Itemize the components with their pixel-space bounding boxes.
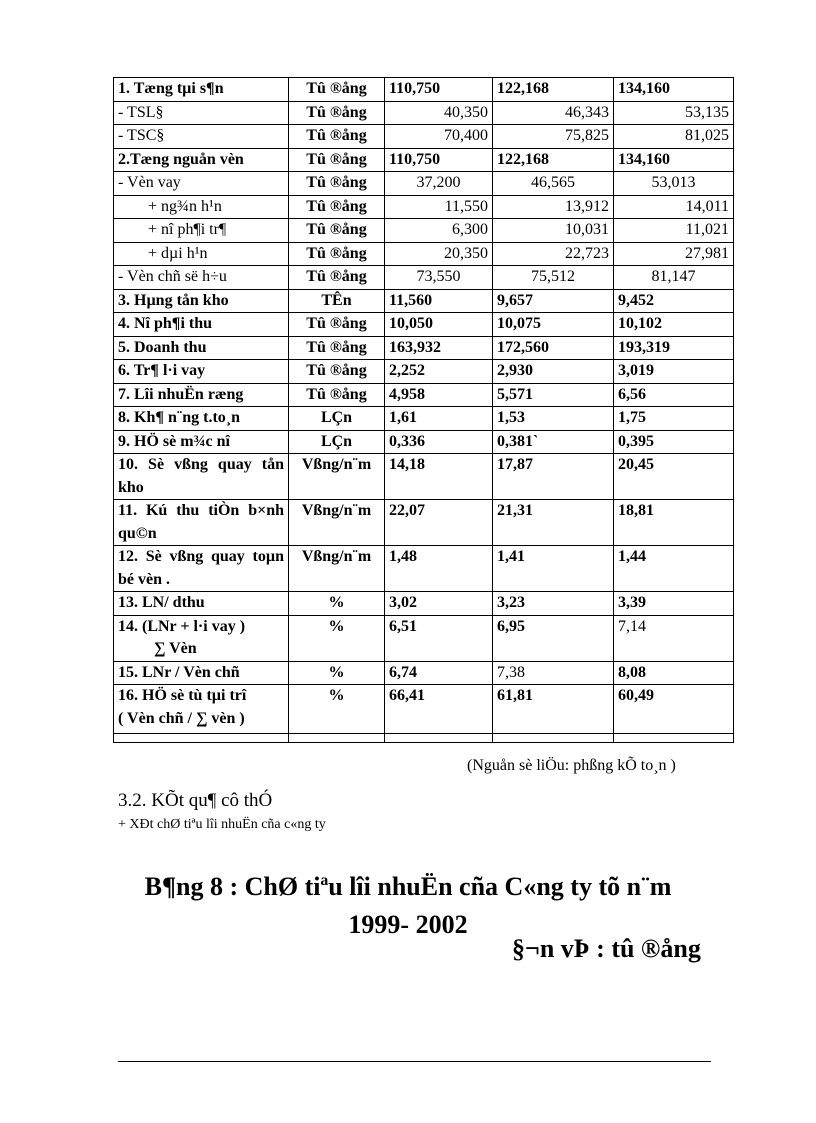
value-2001: 1,75 — [614, 407, 734, 431]
value-1999: 40,350 — [385, 101, 493, 125]
value-2001: 81,147 — [614, 266, 734, 290]
table-title-line2: 1999- 2002 — [348, 910, 468, 939]
row-unit: Vßng/n¨m — [289, 546, 385, 592]
value-2000: 75,512 — [493, 266, 614, 290]
value-2001: 14,011 — [614, 195, 734, 219]
value-1999: 11,550 — [385, 195, 493, 219]
row-unit: LÇn — [289, 430, 385, 454]
row-unit: Tû ®ång — [289, 383, 385, 407]
row-unit: Vßng/n¨m — [289, 500, 385, 546]
row-unit: Tû ®ång — [289, 148, 385, 172]
value-2000: 1,53 — [493, 407, 614, 431]
value-2001: 9,452 — [614, 289, 734, 313]
value-1999: 11,560 — [385, 289, 493, 313]
value-2001: 7,14 — [614, 615, 734, 661]
row-label: 2.Tæng nguån vèn — [114, 148, 289, 172]
value-1999: 73,550 — [385, 266, 493, 290]
financial-indicators-table — [113, 77, 734, 743]
value-1999: 110,750 — [385, 78, 493, 102]
value-2001: 1,44 — [614, 546, 734, 592]
value-2000: 10,075 — [493, 313, 614, 337]
table-row — [114, 78, 734, 102]
row-unit: % — [289, 685, 385, 734]
empty-cell — [114, 734, 289, 743]
value-1999: 1,61 — [385, 407, 493, 431]
value-1999: 6,300 — [385, 219, 493, 243]
value-2000: 21,31 — [493, 500, 614, 546]
value-2000: 122,168 — [493, 148, 614, 172]
row-label: - TSL§ — [114, 101, 289, 125]
value-2000: 0,381` — [493, 430, 614, 454]
table-row — [114, 336, 734, 360]
row-label-line2: ( Vèn chñ / ∑ vèn ) — [118, 709, 245, 727]
row-label: - TSC§ — [114, 125, 289, 149]
row-label: 10. Sè vßng quay tån kho — [114, 454, 289, 500]
row-label: + ng¾n h¹n — [114, 195, 289, 219]
row-label-line2: ∑ Vèn — [154, 640, 197, 657]
value-2001: 8,08 — [614, 661, 734, 685]
empty-cell — [289, 734, 385, 743]
row-label: 12. Sè vßng quay toµn bé vèn . — [114, 546, 289, 592]
table-row — [114, 615, 734, 661]
row-label: 13. LN/ dthu — [114, 592, 289, 616]
row-unit: % — [289, 661, 385, 685]
row-unit: Tû ®ång — [289, 101, 385, 125]
empty-cell — [493, 734, 614, 743]
row-label: 8. Kh¶ n¨ng t.to¸n — [114, 407, 289, 431]
table-row — [114, 101, 734, 125]
value-2000: 75,825 — [493, 125, 614, 149]
row-label-line1: 16. HÖ sè tù tµi trî — [118, 687, 247, 704]
table-row — [114, 454, 734, 500]
row-label — [114, 615, 289, 661]
value-2001: 10,102 — [614, 313, 734, 337]
row-unit: Tû ®ång — [289, 78, 385, 102]
row-unit: % — [289, 615, 385, 661]
value-2001: 53,135 — [614, 101, 734, 125]
value-1999: 6,74 — [385, 661, 493, 685]
row-label: 9. HÖ sè m¾c nî — [114, 430, 289, 454]
footnote-divider — [118, 1061, 711, 1062]
table-row — [114, 360, 734, 384]
table-row — [114, 125, 734, 149]
row-unit: Vßng/n¨m — [289, 454, 385, 500]
table-row — [114, 383, 734, 407]
value-2000: 46,343 — [493, 101, 614, 125]
value-1999: 20,350 — [385, 242, 493, 266]
row-unit: Tû ®ång — [289, 195, 385, 219]
value-2000: 13,912 — [493, 195, 614, 219]
row-unit: Tû ®ång — [289, 242, 385, 266]
value-1999: 1,48 — [385, 546, 493, 592]
table-row — [114, 500, 734, 546]
row-unit: Tû ®ång — [289, 219, 385, 243]
row-label: 5. Doanh thu — [114, 336, 289, 360]
value-1999: 0,336 — [385, 430, 493, 454]
table-row — [114, 407, 734, 431]
value-1999: 4,958 — [385, 383, 493, 407]
row-label: 15. LNr / Vèn chñ — [114, 661, 289, 685]
value-2000: 6,95 — [493, 615, 614, 661]
row-label: - Vèn vay — [114, 172, 289, 196]
value-2000: 7,38 — [493, 661, 614, 685]
row-label: + dµi h¹n — [114, 242, 289, 266]
value-1999: 22,07 — [385, 500, 493, 546]
source-note: (Nguån sè liÖu: phßng kÕ to¸n ) — [467, 757, 676, 774]
value-2001: 20,45 — [614, 454, 734, 500]
value-2000: 122,168 — [493, 78, 614, 102]
row-unit: Tû ®ång — [289, 360, 385, 384]
value-2000: 2,930 — [493, 360, 614, 384]
value-1999: 14,18 — [385, 454, 493, 500]
value-2000: 1,41 — [493, 546, 614, 592]
table-row — [114, 266, 734, 290]
row-label: + nî ph¶i tr¶ — [114, 219, 289, 243]
value-2001: 3,019 — [614, 360, 734, 384]
table-row — [114, 546, 734, 592]
row-label: 3. Hµng tån kho — [114, 289, 289, 313]
value-1999: 2,252 — [385, 360, 493, 384]
value-1999: 3,02 — [385, 592, 493, 616]
value-2000: 3,23 — [493, 592, 614, 616]
table-row — [114, 219, 734, 243]
table-row — [114, 313, 734, 337]
row-unit: Tû ®ång — [289, 266, 385, 290]
value-2001: 0,395 — [614, 430, 734, 454]
value-2001: 18,81 — [614, 500, 734, 546]
value-2001: 3,39 — [614, 592, 734, 616]
row-unit: Tû ®ång — [289, 172, 385, 196]
unit-note: §¬n vÞ : tû ®ång — [512, 934, 701, 963]
value-2001: 81,025 — [614, 125, 734, 149]
row-unit: Tû ®ång — [289, 336, 385, 360]
value-2001: 53,013 — [614, 172, 734, 196]
value-1999: 163,932 — [385, 336, 493, 360]
table-row — [114, 661, 734, 685]
section-title: 3.2. KÕt qu¶ cô thÓ — [118, 790, 273, 811]
value-1999: 10,050 — [385, 313, 493, 337]
row-unit: Tû ®ång — [289, 313, 385, 337]
value-2000: 172,560 — [493, 336, 614, 360]
value-1999: 37,200 — [385, 172, 493, 196]
table-row — [114, 289, 734, 313]
table-title — [0, 868, 816, 944]
value-1999: 66,41 — [385, 685, 493, 734]
value-2001: 6,56 — [614, 383, 734, 407]
value-2000: 46,565 — [493, 172, 614, 196]
row-label: 4. Nî ph¶i thu — [114, 313, 289, 337]
value-2001: 134,160 — [614, 78, 734, 102]
empty-cell — [614, 734, 734, 743]
row-unit: TÊn — [289, 289, 385, 313]
section-subtitle: + XÐt chØ tiªu lîi nhuËn cña c«ng ty — [118, 817, 326, 832]
value-2000: 10,031 — [493, 219, 614, 243]
table-row — [114, 592, 734, 616]
table-row — [114, 195, 734, 219]
table-row — [114, 430, 734, 454]
table-row — [114, 685, 734, 734]
value-2001: 193,319 — [614, 336, 734, 360]
value-2001: 134,160 — [614, 148, 734, 172]
value-2000: 17,87 — [493, 454, 614, 500]
table-row — [114, 148, 734, 172]
row-label: 7. Lîi nhuËn ræng — [114, 383, 289, 407]
value-1999: 6,51 — [385, 615, 493, 661]
table-row — [114, 172, 734, 196]
row-label: 1. Tæng tµi s¶n — [114, 78, 289, 102]
row-label: - Vèn chñ së h÷u — [114, 266, 289, 290]
value-1999: 70,400 — [385, 125, 493, 149]
table-row — [114, 242, 734, 266]
table-title-line1: B¶ng 8 : ChØ tiªu lîi nhuËn cña C«ng ty tõ n¨m — [144, 872, 672, 901]
value-2000: 9,657 — [493, 289, 614, 313]
row-label: 11. Kú thu tiÒn b×nh qu©n — [114, 500, 289, 546]
value-2000: 61,81 — [493, 685, 614, 734]
value-2000: 5,571 — [493, 383, 614, 407]
value-1999: 110,750 — [385, 148, 493, 172]
empty-cell — [385, 734, 493, 743]
value-2001: 60,49 — [614, 685, 734, 734]
row-label — [114, 685, 289, 734]
row-label-line1: 14. (LNr + l·i vay ) — [118, 617, 246, 635]
value-2001: 11,021 — [614, 219, 734, 243]
row-unit: % — [289, 592, 385, 616]
value-2001: 27,981 — [614, 242, 734, 266]
value-2000: 22,723 — [493, 242, 614, 266]
row-unit: LÇn — [289, 407, 385, 431]
row-label: 6. Tr¶ l·i vay — [114, 360, 289, 384]
table-spacer-row — [114, 734, 734, 743]
row-unit: Tû ®ång — [289, 125, 385, 149]
